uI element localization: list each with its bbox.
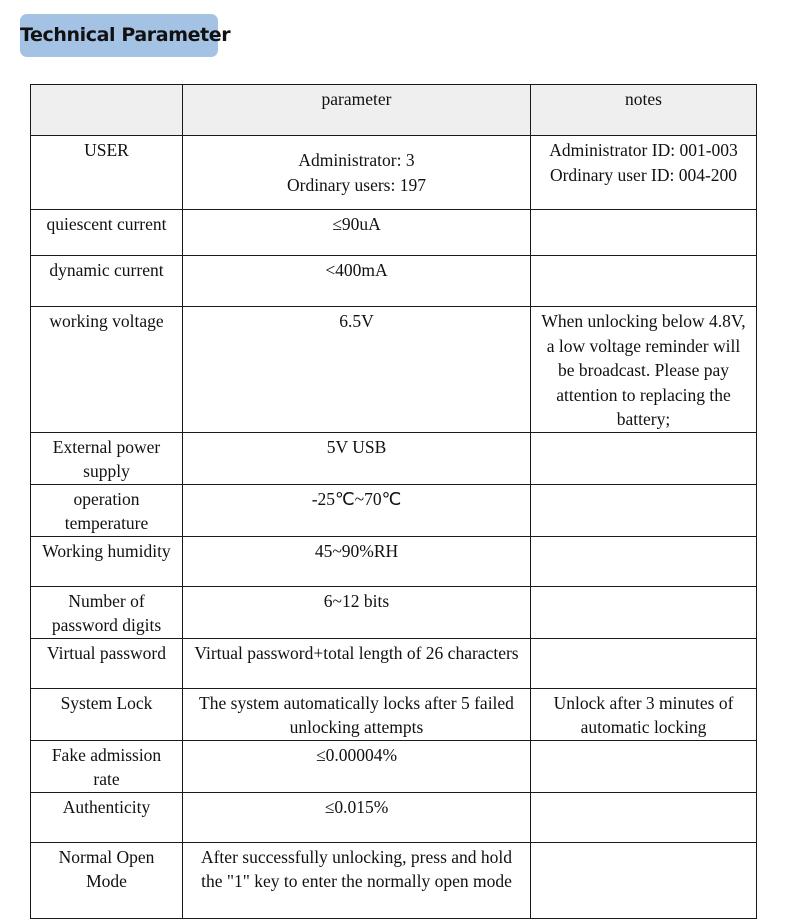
table-header-row (31, 85, 757, 136)
row-label: Number of password digits (31, 586, 183, 638)
table-row (31, 210, 757, 256)
notes-cell (531, 136, 757, 210)
parameter-value: ≤90uA (332, 214, 381, 234)
table-row (31, 484, 757, 536)
table-row (31, 792, 757, 842)
row-label: Virtual password (31, 638, 183, 688)
table-row (31, 842, 757, 918)
notes-cell (531, 307, 757, 433)
parameter-cell (183, 638, 531, 688)
parameter-value: 5V USB (326, 436, 387, 457)
parameter-cell (183, 484, 531, 536)
technical-parameter-table (30, 84, 757, 919)
parameter-value: 6.5V (339, 311, 374, 331)
parameter-value: <400mA (325, 260, 388, 280)
row-label: quiescent current (31, 210, 183, 256)
parameter-cell (183, 842, 531, 918)
parameter-cell (183, 740, 531, 792)
table-row (31, 586, 757, 638)
notes-cell (531, 740, 757, 792)
header-cell-notes: notes (531, 85, 757, 136)
table-row (31, 307, 757, 433)
parameter-value: 45~90%RH (314, 540, 399, 561)
notes-value: Unlock after 3 minutes of automatic locking (553, 692, 734, 737)
page-title: Technical Parameter (20, 14, 218, 57)
row-label: Working humidity (31, 536, 183, 586)
row-label: working voltage (31, 307, 183, 433)
notes-cell (531, 688, 757, 740)
table-row (31, 688, 757, 740)
parameter-cell (183, 586, 531, 638)
parameter-value: ≤0.00004% (315, 744, 398, 765)
notes-cell (531, 586, 757, 638)
table-row (31, 638, 757, 688)
table-row (31, 136, 757, 210)
table-row (31, 432, 757, 484)
row-label: USER (31, 136, 183, 210)
notes-value: When unlocking below 4.8V, a low voltage reminder will be broadcast. Please pay attention to replacing the battery; (541, 311, 746, 429)
parameter-value: Virtual password+total length of 26 characters (194, 642, 519, 663)
parameter-value: ≤0.015% (324, 796, 389, 817)
notes-value: Ordinary user ID: 004-200 (549, 164, 738, 185)
table-row (31, 536, 757, 586)
notes-cell (531, 256, 757, 307)
parameter-value: Administrator: 3 (298, 150, 415, 170)
notes-cell (531, 432, 757, 484)
parameter-cell (183, 792, 531, 842)
parameter-cell (183, 307, 531, 433)
parameter-cell (183, 536, 531, 586)
notes-cell (531, 484, 757, 536)
row-label: Fake admission rate (31, 740, 183, 792)
table-row (31, 740, 757, 792)
row-label: operation temperature (31, 484, 183, 536)
header-cell-parameter: parameter (183, 85, 531, 136)
notes-cell (531, 210, 757, 256)
notes-value: Administrator ID: 001-003 (549, 140, 738, 160)
row-label: dynamic current (31, 256, 183, 307)
notes-cell (531, 842, 757, 918)
notes-cell (531, 536, 757, 586)
parameter-value: The system automatically locks after 5 failed unlocking attempts (199, 692, 514, 737)
parameter-value: -25℃~70℃ (311, 488, 402, 509)
header-cell-empty (31, 85, 183, 136)
parameter-cell (183, 256, 531, 307)
parameter-cell (183, 432, 531, 484)
row-label: System Lock (31, 688, 183, 740)
notes-cell (531, 792, 757, 842)
parameter-value: After successfully unlocking, press and hold the "1" key to enter the normally open mode (200, 846, 513, 891)
row-label: Authenticity (31, 792, 183, 842)
parameter-cell (183, 136, 531, 210)
parameter-value: Ordinary users: 197 (286, 174, 426, 195)
parameter-cell (183, 688, 531, 740)
parameter-cell (183, 210, 531, 256)
parameter-value: 6~12 bits (323, 590, 390, 611)
row-label: External power supply (31, 432, 183, 484)
notes-cell (531, 638, 757, 688)
table-row (31, 256, 757, 307)
row-label: Normal Open Mode (31, 842, 183, 918)
